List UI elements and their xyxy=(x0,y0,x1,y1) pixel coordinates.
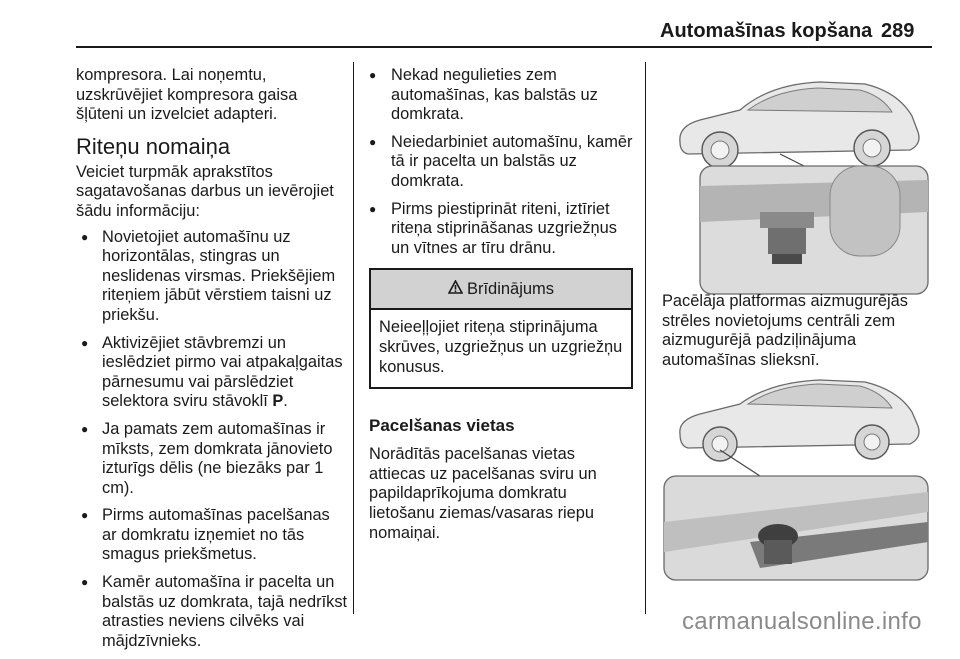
warning-title: Brīdinājums xyxy=(466,279,555,298)
list-item: ● Kamēr automašīna ir pacelta un balstās uz domkrata, tajā nedrīkst atrasties neviens cilvēks vai mājdzīvnieks. xyxy=(76,573,348,651)
page-number: 289 xyxy=(881,20,915,42)
lead-paragraph: Veiciet turpmāk aprakstītos sagatavošanas darbus un ievērojiet šādu informāciju: xyxy=(76,162,334,220)
column-right xyxy=(662,292,926,370)
list-item: ● Nekad negulieties zem automašīnas, kas balstās uz domkrata. xyxy=(369,66,633,125)
running-header-title: Automašīnas kopšana xyxy=(660,20,873,42)
gear-position-letter: P xyxy=(272,392,284,411)
warning-icon xyxy=(448,280,463,300)
lift-point-illustration-bottom xyxy=(660,372,930,584)
list-item: ● Pirms piestiprināt riteni, iztīriet riteņa stiprināšanas uzgriežņus un vītnes ar tīru drānu. xyxy=(369,200,633,259)
intro-paragraph: kompresora. Lai noņemtu, uzskrūvējiet kompresora gaisa šļūteni un izvelciet adapteri. xyxy=(76,66,298,124)
list-item: ● Pirms automašīnas pacelšanas ar domkratu izņemiet no tās smagus priekšmetus. xyxy=(76,506,348,565)
column-left xyxy=(76,66,348,659)
lift-point-illustration-top xyxy=(660,62,930,300)
column-divider-right xyxy=(645,62,646,614)
subheading-lift-points: Pacelšanas vietas xyxy=(369,416,515,436)
list-item: ● Novietojiet automašīnu uz horizontālas, stingras un neslidenas virsmas. Priekšējiem riteņiem jābūt vērstiem taisni uz priekšu. xyxy=(76,228,348,326)
preparation-list xyxy=(76,228,348,652)
lift-points-paragraph: Norādītās pacelšanas vietas attiecas uz pacelšanas sviru un papildaprīkojuma domkratu lietošanu ziemas/vasaras riepu nomaiņai. xyxy=(369,445,597,542)
watermark-brand: carmanualsonline.info xyxy=(682,608,922,635)
column-divider-left xyxy=(353,62,354,614)
safety-list xyxy=(369,66,633,258)
warning-header xyxy=(371,270,631,310)
list-item: ● Neiedarbiniet automašīnu, kamēr tā ir pacelta un balstās uz domkrata. xyxy=(369,133,633,192)
list-item: ● Ja pamats zem automašīnas ir mīksts, zem domkrata jānovieto izturīgs dēlis (ne biezāks par 1 cm). xyxy=(76,420,348,498)
list-item: ● Aktivizējiet stāvbremzi un ieslēdziet pirmo vai atpakaļgaitas pārnesumu vai pārslēdziet selektora sviru stāvoklī P. xyxy=(76,334,348,412)
warning-text: Neieeļļojiet riteņa stiprinājuma skrūves, uzgriežņus un uzgriežņu konusus. xyxy=(379,318,623,376)
figure-caption: Pacēlāja platformas aizmugurējās strēles novietojums centrāli zem aizmugurējā padziļinājuma automašīnas slieksnī. xyxy=(662,292,908,369)
warning-box xyxy=(369,268,633,389)
header-rule xyxy=(76,46,932,48)
column-middle xyxy=(369,66,633,543)
section-heading-wheel-change: Riteņu nomaiņa xyxy=(76,133,231,159)
